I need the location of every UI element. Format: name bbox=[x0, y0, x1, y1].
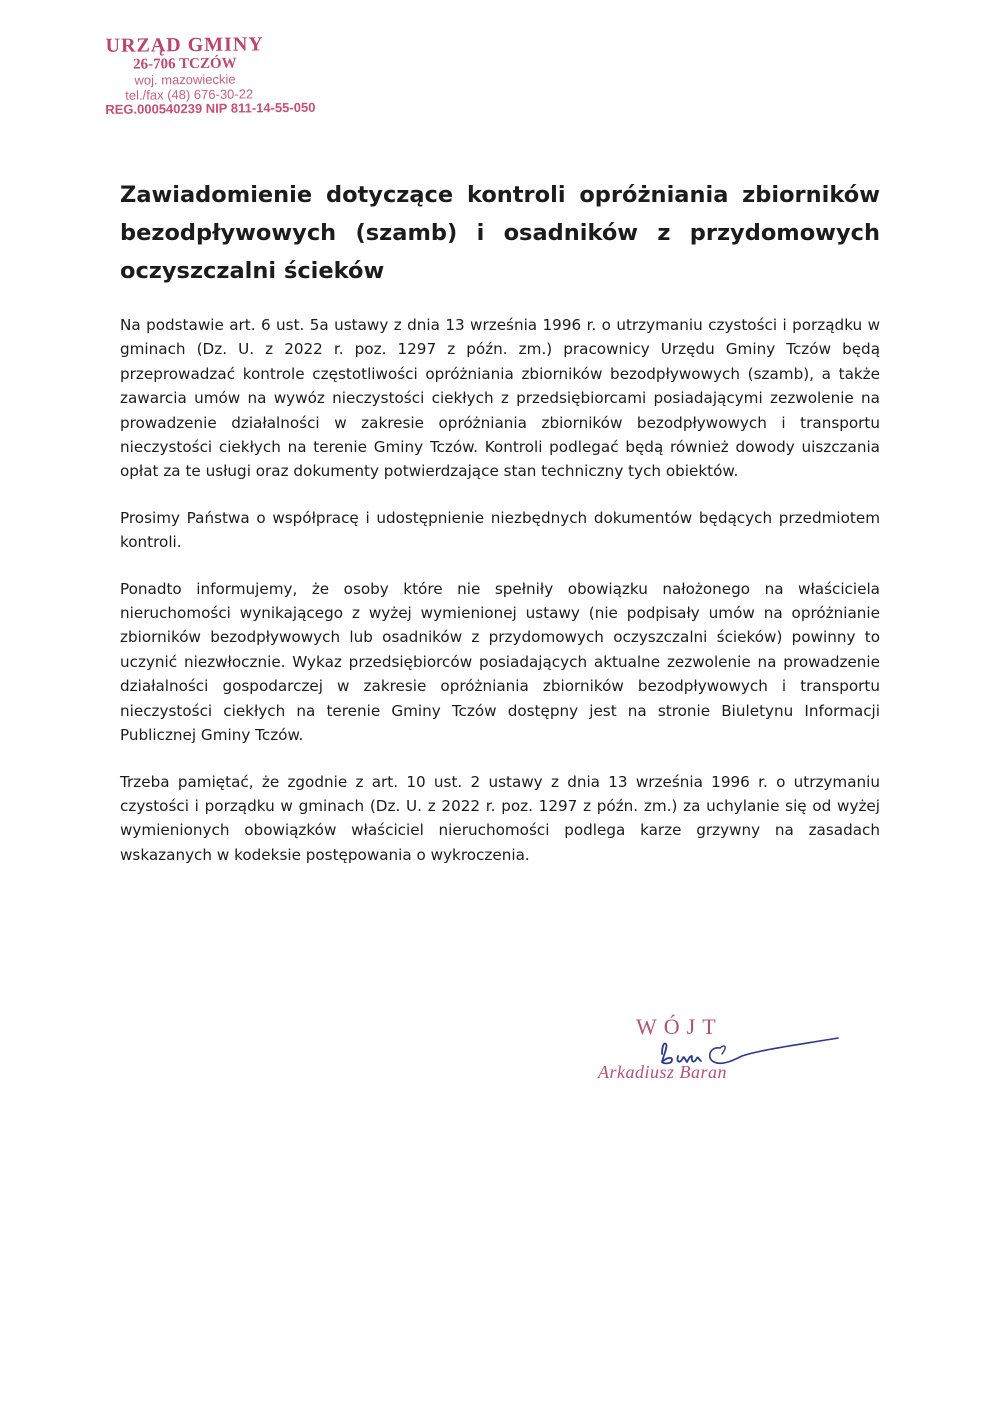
paragraph-penalty-notice: Trzeba pamiętać, że zgodnie z art. 10 ust. 2 ustawy z dnia 13 września 1996 r. o utrzymaniu czystości i porządku w gminach (Dz. U. z 2022 r. poz. 1297 z późn. zm.) za uchylanie się od wyżej wymienionych obowiązków właściciel nieruchomości podlega karze grzywny na zasadach wskazanych w kodeksie postępowania o wykroczenia. bbox=[120, 772, 880, 864]
stamp-registration: REG.000540239 NIP 811-14-55-050 bbox=[105, 100, 316, 118]
document-body bbox=[120, 313, 880, 889]
signature-name: Arkadiusz Baran bbox=[598, 1062, 727, 1082]
office-stamp bbox=[70, 33, 321, 118]
stamp-phone: tel./fax (48) 676-30-22 bbox=[125, 86, 254, 103]
paragraph-obligation-notice: Ponadto informujemy, że osoby które nie spełniły obowiązku nałożonego na właściciela nieruchomości wynikającego z wyżej wymienionej ustawy (nie podpisały umów na opróżnianie zbiorników bezodpływowych lub osadników z przydomowych oczyszczalni ścieków) powinny to uczynić niezwłocznie. Wykaz przedsiębiorców posiadających aktualne zezwolenie na prowadzenie działalności gospodarczej w zakresie opróżniania zbiorników bezodpływowych i transportu nieczystości ciekłych na terenie Gminy Tczów dostępny jest na stronie Biuletynu Informacji Publicznej Gminy Tczów. bbox=[120, 579, 880, 745]
signature-block bbox=[590, 1014, 850, 1094]
signature-title: WÓJT bbox=[636, 1014, 723, 1039]
stamp-postal-address: 26-706 TCZÓW bbox=[133, 55, 237, 74]
stamp-region: woj. mazowieckie bbox=[134, 71, 236, 88]
paragraph-cooperation-request: Prosimy Państwa o współpracę i udostępnienie niezbędnych dokumentów będących przedmiotem kontroli. bbox=[120, 508, 880, 552]
document-title: Zawiadomienie dotyczące kontroli opróżniania zbiorników bezodpływowych (szamb) i osadników z przydomowych oczyszczalni ścieków bbox=[120, 182, 880, 284]
paragraph-legal-basis: Na podstawie art. 6 ust. 5a ustawy z dnia 13 września 1996 r. o utrzymaniu czystości i porządku w gminach (Dz. U. z 2022 r. poz. 1297 z późn. zm.) pracownicy Urzędu Gminy Tczów będą przeprowadzać kontrole częstotliwości opróżniania zbiorników bezodpływowych (szamb), a także zawarcia umów na wywóz nieczystości ciekłych z przedsiębiorcami posiadającymi zezwolenie na prowadzenie działalności w zakresie opróżniania zbiorników bezodpływowych i transportu nieczystości ciekłych na terenie Gminy Tczów. Kontroli podlegać będą również dowody uiszczania opłat za te usługi oraz dokumenty potwierdzające stan techniczny tych obiektów. bbox=[120, 316, 880, 481]
stamp-office-name: URZĄD GMINY bbox=[105, 33, 264, 57]
